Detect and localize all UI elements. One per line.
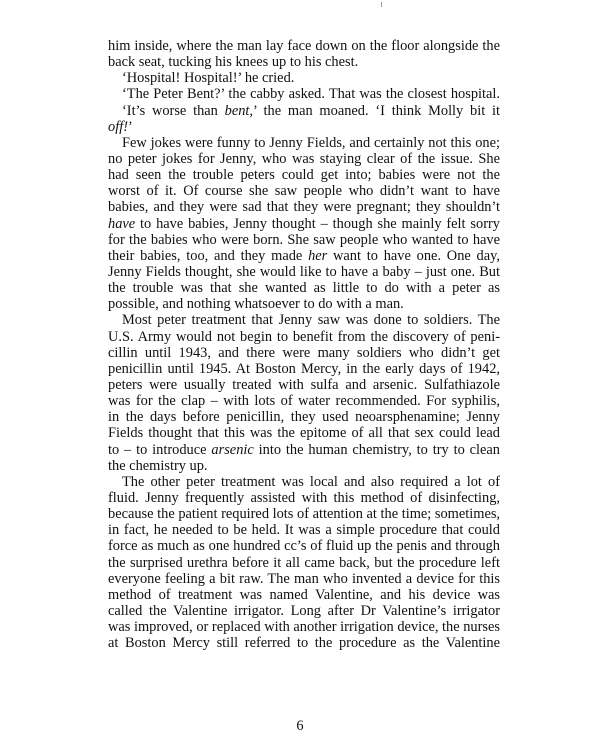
text-line: The other peter treatment was local and also required a lot of — [122, 473, 500, 490]
text-line: force as much as one hundred cc’s of fluid up the penis and through — [108, 538, 500, 555]
text-line: called the Valentine irrigator. Long after Dr Valentine’s irrigator — [108, 602, 500, 619]
text-line: off!’ — [108, 118, 133, 135]
text-line: method of treatment was named Valentine, and his device was — [108, 586, 500, 603]
text-line: to – to introduce arsenic into the human chemistry, to try to clean — [108, 441, 500, 458]
text-line: was for the clap – with lots of water recommended. For syphilis, — [108, 393, 500, 410]
text-line: Jenny Fields thought, she would like to have a baby – just one. But — [108, 263, 500, 280]
text-line: because the patient required lots of attention at the time; sometimes, — [108, 506, 501, 523]
text-line: in fact, he needed to be held. It was a simple procedure that could — [108, 522, 500, 539]
text-line: worst of it. Of course she saw people who didn’t want to have — [108, 183, 500, 200]
scan-mark — [381, 2, 382, 7]
text-line: Most peter treatment that Jenny saw was done to soldiers. The — [122, 312, 500, 329]
text-line: cillin until 1943, and there were many soldiers who didn’t get — [108, 344, 500, 361]
text-line: the trouble was that she wanted as little to do with a peter as — [108, 280, 500, 297]
text-line: him inside, where the man lay face down on the floor alongside the — [108, 38, 500, 54]
text-line: was improved, or replaced with another irrigation device, the nurses — [108, 619, 501, 636]
text-line: back seat, tucking his knees up to his chest. — [108, 54, 359, 71]
text-line: everyone feeling a bit raw. The man who invented a device for this — [108, 570, 500, 587]
text-line: the surprised urethra before it all came back, but the procedure left — [108, 554, 500, 571]
text-line: their babies, too, and they made her want to have one. One day, — [108, 247, 500, 264]
text-line: had seen the trouble peters could get into; babies were not the — [108, 167, 500, 184]
body-text — [108, 38, 500, 651]
text-line: fluid. Jenny frequently assisted with this method of disinfecting, — [108, 489, 500, 506]
text-line: Fields thought that this was the epitome of all that sex could lead — [108, 425, 500, 442]
text-line: U.S. Army would not begin to benefit from the discovery of peni- — [108, 328, 500, 345]
text-line: penicillin until 1945. At Boston Mercy, in the early days of 1942, — [108, 360, 500, 377]
text-line: possible, and nothing whatsoever to do with a man. — [108, 296, 404, 313]
text-line: in the days before penicillin, they used neoarsphenamine; Jenny — [108, 409, 500, 426]
text-line: peters were usually treated with sulfa and arsenic. Sulfathiazole — [108, 376, 500, 393]
text-line: the chemistry up. — [108, 457, 208, 474]
text-line: babies, and they were sad that they were pregnant; they shouldn’t — [108, 199, 500, 216]
text-line: Few jokes were funny to Jenny Fields, and certainly not this one; — [122, 134, 500, 151]
text-line: no peter jokes for Jenny, who was staying clear of the issue. She — [108, 150, 500, 167]
text-line: ‘The Peter Bent?’ the cabby asked. That was the closest hospital. — [122, 86, 500, 103]
text-line: for the babies who were born. She saw people who wanted to have — [108, 231, 500, 248]
text-line: have to have babies, Jenny thought – though she mainly felt sorry — [108, 215, 500, 232]
text-line: at Boston Mercy still referred to the procedure as the Valentine — [108, 635, 500, 652]
text-line: ‘Hospital! Hospital!’ he cried. — [122, 70, 295, 87]
page-number: 6 — [296, 718, 304, 734]
text-line: ‘It’s worse than bent,’ the man moaned. ‘I think Molly bit it — [122, 102, 500, 119]
